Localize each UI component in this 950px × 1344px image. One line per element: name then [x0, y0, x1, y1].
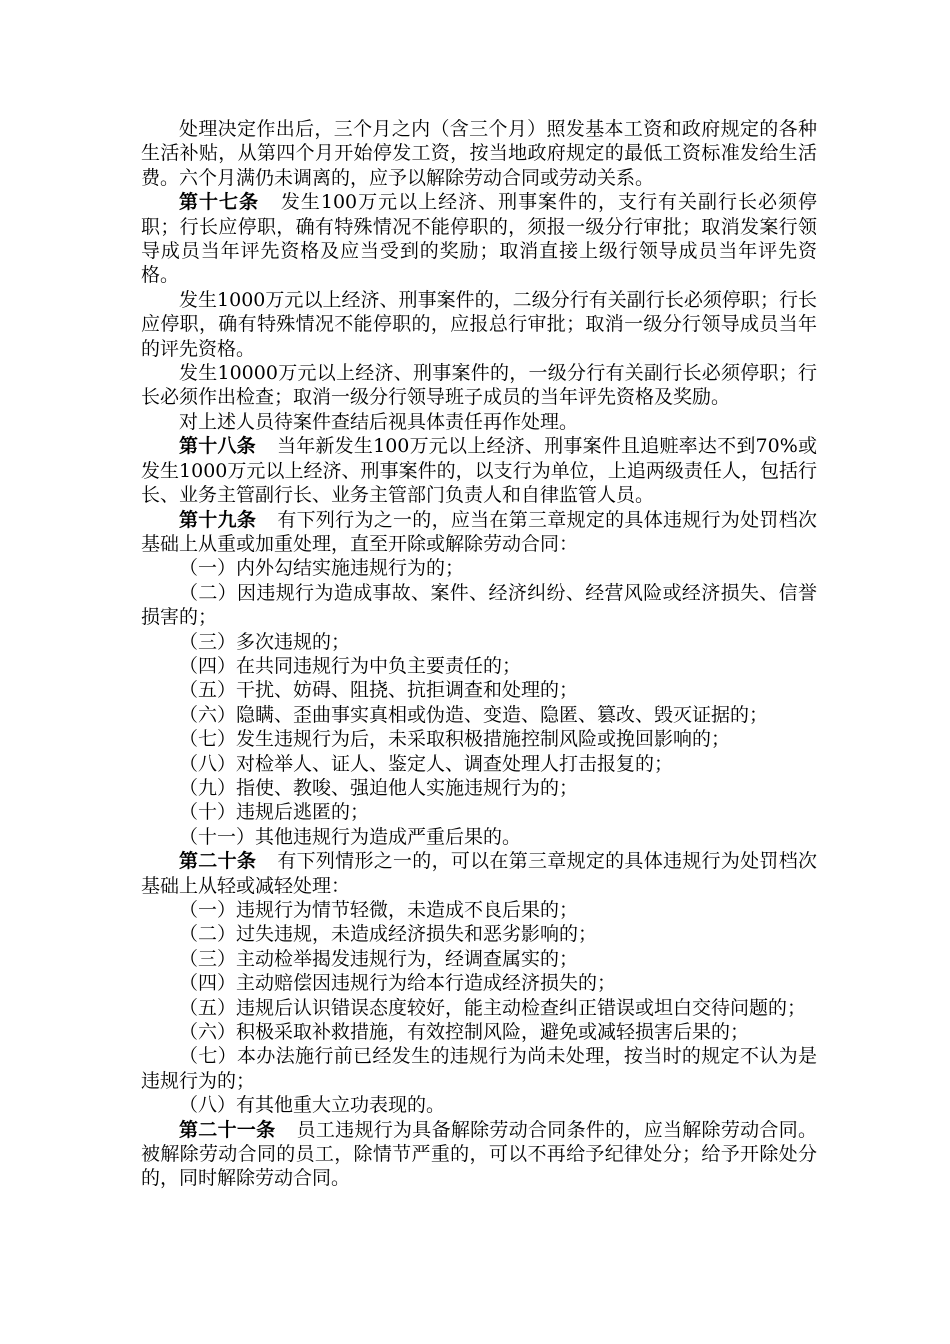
article-17: 第十七条 发生100万元以上经济、刑事案件的，支行有关副行长必须停职；行长应停职，确有特殊情况不能停职的，须报一级分行审批；取消发案行领导成员当年评先资格及应当受到的奖励；取消直接上级行领导成员当年评先资格。 [141, 191, 817, 287]
document-body [141, 117, 817, 1191]
list-item: （一）违规行为情节轻微，未造成不良后果的； [179, 899, 579, 921]
article-heading: 第十八条 [179, 435, 256, 458]
list-item: （六）积极采取补救措施，有效控制风险，避免或减轻损害后果的； [179, 1021, 750, 1044]
list-item: （三）主动检举揭发违规行为，经调查属实的； [179, 947, 579, 970]
article-21: 第二十一条 员工违规行为具备解除劳动合同条件的，应当解除劳动合同。被解除劳动合同的员工，除情节严重的，可以不再给予纪律处分；给予开除处分的，同时解除劳动合同。 [141, 1118, 817, 1190]
list-item: （一）内外勾结实施违规行为的； [179, 557, 465, 580]
paragraph: 发生10000万元以上经济、刑事案件的，一级分行有关副行长必须停职；行长必须作出检查；取消一级分行领导班子成员的当年评先资格及奖励。 [141, 362, 817, 409]
list-item: （二）因违规行为造成事故、案件、经济纠纷、经营风险或经济损失、信誉损害的； [141, 581, 817, 629]
article-heading: 第二十一条 [179, 1118, 276, 1141]
list-item: （四）主动赔偿因违规行为给本行造成经济损失的； [179, 972, 617, 995]
article-heading: 第十七条 [179, 191, 259, 214]
list-item: （十）违规后逃匿的； [179, 801, 370, 824]
list-item: （八）有其他重大立功表现的。 [179, 1094, 446, 1117]
article-20: 第二十条 有下列情形之一的，可以在第三章规定的具体违规行为处罚档次基础上从轻或减轻处理： [141, 850, 817, 897]
list-item: （二）过失违规，未造成经济损失和恶劣影响的； [179, 923, 598, 946]
list-item: （九）指使、教唆、强迫他人实施违规行为的； [179, 776, 579, 799]
paragraph: 处理决定作出后，三个月之内（含三个月）照发基本工资和政府规定的各种生活补贴，从第四个月开始停发工资，按当地政府规定的最低工资标准发给生活费。六个月满仍未调离的，应予以解除劳动合同或劳动关系。 [141, 118, 817, 189]
paragraph: 发生1000万元以上经济、刑事案件的，二级分行有关副行长必须停职；行长应停职，确有特殊情况不能停职的，应报总行审批；取消一级分行领导成员当年的评先资格。 [141, 288, 817, 360]
list-item: （七）本办法施行前已经发生的违规行为尚未处理，按当时的规定不认为是违规行为的； [141, 1045, 817, 1092]
list-item: （七）发生违规行为后，未采取积极措施控制风险或挽回影响的； [179, 728, 731, 751]
article-heading: 第二十条 [179, 850, 257, 873]
article-18: 第十八条 当年新发生100万元以上经济、刑事案件且追赃率达不到70%或发生1000万元以上经济、刑事案件的，以支行为单位，上追两级责任人，包括行长、业务主管副行长、业务主管部门负责人和自律监管人员。 [141, 435, 817, 507]
list-item: （四）在共同违规行为中负主要责任的； [179, 654, 522, 677]
article-heading: 第十九条 [179, 508, 257, 531]
list-item: （六）隐瞒、歪曲事实真相或伪造、变造、隐匿、篡改、毁灭证据的； [179, 703, 769, 726]
paragraph: 对上述人员待案件查结后视具体责任再作处理。 [179, 410, 579, 433]
article-19: 第十九条 有下列行为之一的，应当在第三章规定的具体违规行为处罚档次基础上从重或加重处理，直至开除或解除劳动合同： [141, 508, 817, 555]
list-item: （五）干扰、妨碍、阻挠、抗拒调查和处理的； [179, 679, 579, 702]
list-item: （三）多次违规的； [179, 630, 351, 653]
list-item: （八）对检举人、证人、鉴定人、调查处理人打击报复的； [179, 752, 674, 775]
list-item: （五）违规后认识错误态度较好，能主动检查纠正错误或坦白交待问题的； [179, 996, 807, 1019]
list-item: （十一）其他违规行为造成严重后果的。 [179, 825, 522, 848]
